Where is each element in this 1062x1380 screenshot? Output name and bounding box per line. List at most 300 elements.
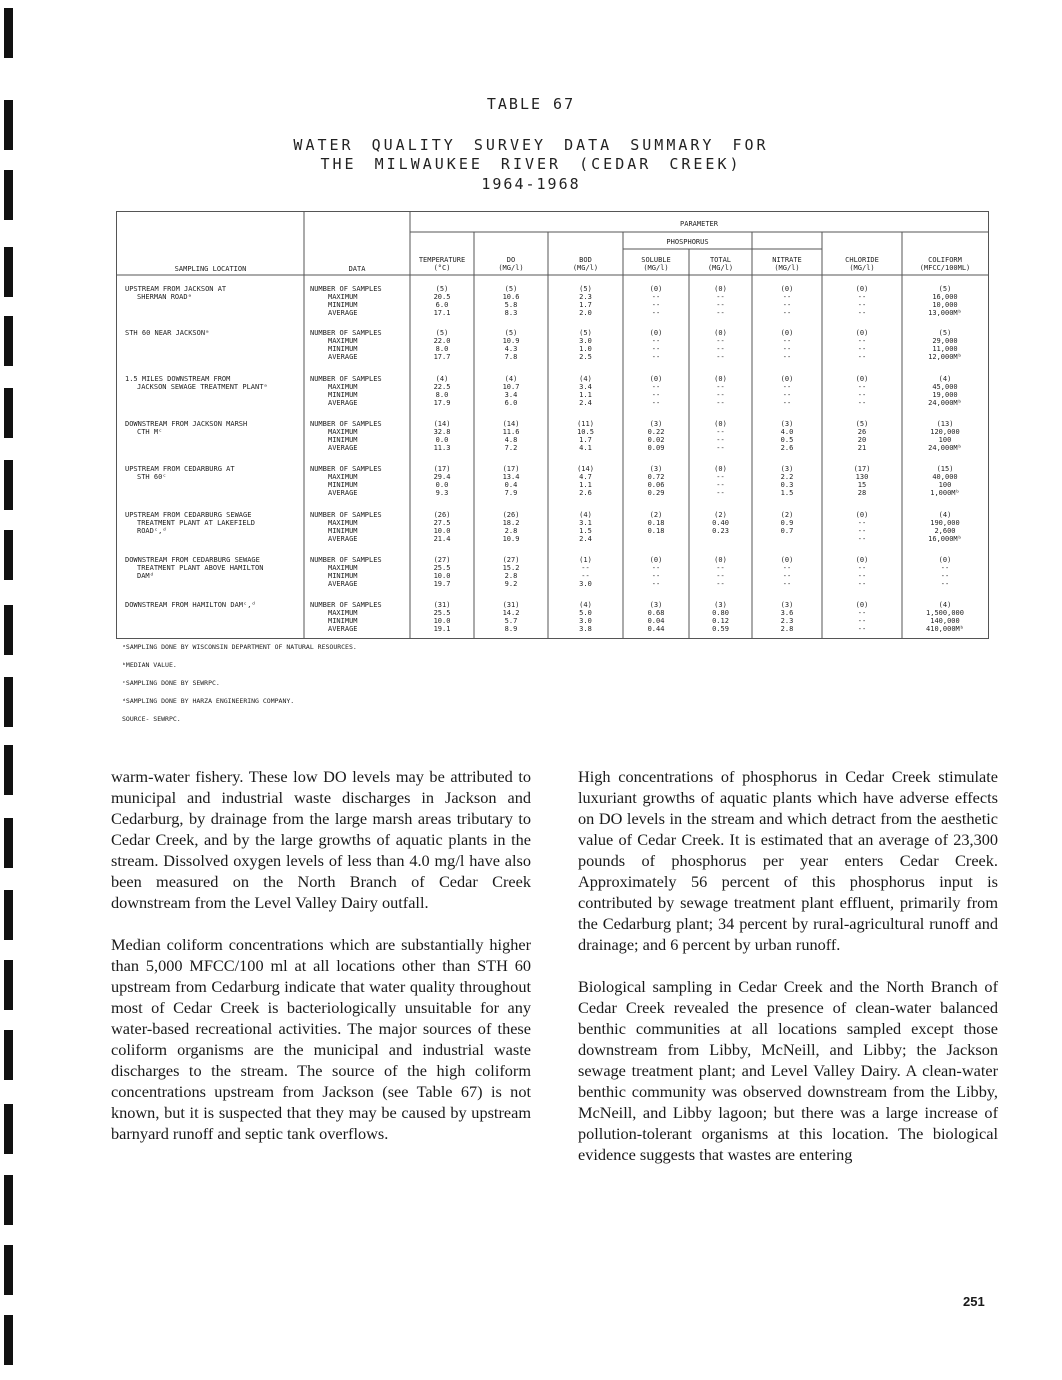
- table-cell-total: --: [716, 481, 725, 489]
- header-temperature-unit: (°C): [433, 264, 451, 272]
- header-coliform: COLIFORM: [928, 256, 962, 264]
- table-cell-chloride: --: [857, 301, 867, 309]
- table-cell-coliform: (5): [938, 329, 952, 337]
- table-cell-nitrate: 2.2: [780, 473, 794, 481]
- table-cell-coliform: 16,000Mᵇ: [928, 535, 962, 543]
- table-cell-bod: (5): [579, 329, 592, 337]
- table-cell-soluble: 0.18: [647, 527, 665, 535]
- table-cell-chloride: --: [857, 572, 867, 580]
- table-cell-nitrate: --: [782, 353, 792, 361]
- table-cell-chloride: --: [857, 625, 867, 633]
- header-phosphorus: PHOSPHORUS: [666, 238, 709, 246]
- table-cell-soluble: --: [651, 293, 661, 301]
- table-cell-temperature: 25.5: [433, 564, 451, 572]
- table-cell-soluble: 0.06: [647, 481, 665, 489]
- table-cell-temperature: (5): [435, 329, 449, 337]
- table-cell-do: 10.7: [502, 383, 520, 391]
- table-cell-soluble: (3): [649, 601, 663, 609]
- table-cell-temperature: 22.0: [433, 337, 451, 345]
- table-cell-nitrate: (0): [780, 329, 794, 337]
- table-cell-coliform: 19,000: [932, 391, 958, 399]
- header-coliform-unit: (MFCC/100ML): [919, 264, 971, 272]
- table-cell-coliform: (4): [938, 601, 952, 609]
- table-cell-soluble: --: [651, 309, 661, 317]
- data-label: MINIMUM: [328, 345, 358, 353]
- table-cell-bod: (14): [577, 465, 594, 473]
- table-cell-temperature: (14): [433, 420, 451, 428]
- table-cell-do: 15.2: [502, 564, 520, 572]
- table-cell-soluble: --: [651, 383, 661, 391]
- table-cell-nitrate: --: [782, 572, 792, 580]
- table-cell-total: 0.23: [712, 527, 729, 535]
- table-cell-bod: 3.4: [579, 383, 592, 391]
- table-cell-do: 7.2: [504, 444, 518, 452]
- table-cell-temperature: 32.8: [433, 428, 451, 436]
- table-cell-total: 0.80: [712, 609, 729, 617]
- table-cell-chloride: --: [857, 353, 867, 361]
- data-label: MAXIMUM: [328, 293, 358, 301]
- table-cell-nitrate: 2.8: [780, 625, 794, 633]
- sampling-location: DOWNSTREAM FROM CEDARBURG SEWAGE: [125, 556, 260, 564]
- header-data: DATA: [348, 265, 366, 273]
- data-label: MAXIMUM: [328, 337, 358, 345]
- table-cell-temperature: 10.0: [433, 617, 451, 625]
- table-cell-chloride: --: [857, 535, 867, 543]
- table-cell-do: 10.6: [502, 293, 520, 301]
- table-cell-do: (31): [502, 601, 520, 609]
- table-cell-soluble: 0.29: [647, 489, 665, 497]
- table-cell-do: 8.9: [504, 625, 518, 633]
- table-cell-soluble: 0.44: [647, 625, 665, 633]
- data-label: MAXIMUM: [328, 519, 358, 527]
- table-cell-do: (5): [504, 285, 518, 293]
- table-cell-soluble: (0): [649, 375, 663, 383]
- table-cell-nitrate: 0.5: [780, 436, 794, 444]
- table-cell-bod: 2.0: [579, 309, 592, 317]
- table-cell-bod: 1.7: [579, 436, 592, 444]
- body-column-right: [578, 766, 998, 1186]
- data-label: AVERAGE: [328, 353, 358, 361]
- table-cell-coliform: --: [940, 564, 950, 572]
- table-cell-chloride: --: [857, 564, 867, 572]
- binding-mark: [4, 1175, 13, 1225]
- table-cell-chloride: --: [857, 617, 867, 625]
- binding-mark: [4, 890, 13, 940]
- table-cell-temperature: 29.4: [433, 473, 451, 481]
- table-cell-bod: 10.5: [577, 428, 594, 436]
- table-cell-nitrate: 2.6: [780, 444, 794, 452]
- sampling-location: SHERMAN ROADᵃ: [137, 293, 192, 301]
- binding-mark: [4, 1245, 13, 1295]
- table-cell-do: (27): [502, 556, 520, 564]
- table-cell-chloride: 15: [857, 481, 867, 489]
- table-cell-do: 3.4: [504, 391, 518, 399]
- table-cell-temperature: 25.5: [433, 609, 451, 617]
- table-cell-soluble: --: [651, 337, 661, 345]
- table-cell-total: --: [716, 353, 725, 361]
- table-cell-total: --: [716, 309, 725, 317]
- table-cell-coliform: 100: [938, 436, 952, 444]
- table-cell-bod: 3.0: [579, 580, 592, 588]
- table-cell-do: 5.8: [504, 301, 518, 309]
- table-cell-total: --: [716, 428, 725, 436]
- table-cell-coliform: (4): [938, 375, 952, 383]
- table-cell-chloride: --: [857, 580, 867, 588]
- table-footnotes: [122, 643, 357, 733]
- binding-mark: [4, 316, 13, 366]
- data-label: NUMBER OF SAMPLES: [310, 375, 382, 383]
- table-cell-temperature: 19.7: [433, 580, 451, 588]
- table-cell-bod: 2.6: [579, 489, 592, 497]
- data-label: NUMBER OF SAMPLES: [310, 601, 382, 609]
- data-label: MAXIMUM: [328, 609, 358, 617]
- table-cell-soluble: 0.04: [647, 617, 665, 625]
- table-cell-do: 10.9: [502, 337, 520, 345]
- header-soluble: SOLUBLE: [641, 256, 671, 264]
- table-cell-nitrate: --: [782, 391, 792, 399]
- table-cell-chloride: --: [857, 309, 867, 317]
- binding-mark: [4, 605, 13, 655]
- table-cell-chloride: --: [857, 399, 867, 407]
- table-cell-nitrate: --: [782, 345, 792, 353]
- data-label: MINIMUM: [328, 301, 358, 309]
- table-cell-do: (17): [502, 465, 520, 473]
- sampling-location: ROADᶜ,ᵈ: [137, 527, 167, 535]
- table-years: 1964-1968: [481, 175, 581, 193]
- header-do: DO: [506, 256, 516, 264]
- table-cell-bod: 1.1: [579, 481, 592, 489]
- table-cell-coliform: 140,000: [930, 617, 960, 625]
- footnote: ᵃSAMPLING DONE BY WISCONSIN DEPARTMENT OF NATURAL RESOURCES.: [122, 643, 357, 651]
- table-cell-temperature: 21.4: [433, 535, 451, 543]
- table-cell-bod: (1): [579, 556, 592, 564]
- table-number: TABLE 67: [486, 95, 576, 113]
- table-cell-chloride: (0): [855, 285, 869, 293]
- table-cell-nitrate: --: [782, 337, 792, 345]
- table-cell-temperature: (17): [433, 465, 451, 473]
- table-cell-temperature: 17.1: [433, 309, 451, 317]
- table-cell-chloride: 26: [857, 428, 867, 436]
- header-nitrate: NITRATE: [772, 256, 802, 264]
- table-cell-nitrate: --: [782, 580, 792, 588]
- table-cell-temperature: (27): [433, 556, 451, 564]
- table-cell-nitrate: --: [782, 293, 792, 301]
- table-cell-total: --: [716, 489, 725, 497]
- table-cell-nitrate: --: [782, 564, 792, 572]
- footnote: ᶜSAMPLING DONE BY SEWRPC.: [122, 679, 220, 687]
- binding-mark: [4, 960, 13, 1010]
- table-cell-soluble: --: [651, 572, 661, 580]
- table-cell-do: 8.3: [504, 309, 518, 317]
- table-cell-nitrate: (3): [780, 420, 794, 428]
- table-cell-total: 0.59: [712, 625, 729, 633]
- header-soluble-unit: (MG/l): [643, 264, 669, 272]
- table-cell-chloride: --: [857, 519, 867, 527]
- table-cell-temperature: 6.0: [435, 301, 449, 309]
- table-cell-coliform: 120,000: [930, 428, 960, 436]
- table-cell-temperature: (26): [433, 511, 451, 519]
- sampling-location: TREATMENT PLANT ABOVE HAMILTON: [137, 564, 264, 572]
- binding-mark: [4, 1104, 13, 1154]
- sampling-location: 1.5 MILES DOWNSTREAM FROM: [125, 375, 231, 383]
- sampling-location: UPSTREAM FROM JACKSON AT: [125, 285, 227, 293]
- body-paragraph: Median coliform concentrations which are substantially higher than 5,000 MFCC/100 ml at all locations other than STH 60 upstream from Cedarburg indicate that water quality throughout most of Cedar Creek is bacteriologically unsuitable for any water-based recreational activities. The major sources of these coliform organisms are the municipal and industrial waste discharges to the stream. The source of the high coliform concentrations upstream from Jackson (see Table 67) is not known, but it is suspected that they may be caused by upstream barnyard runoff and septic tank overflows.: [111, 935, 531, 1143]
- table-cell-nitrate: --: [782, 309, 792, 317]
- binding-mark: [4, 460, 13, 510]
- table-title-line-1: WATER QUALITY SURVEY DATA SUMMARY FOR: [293, 136, 769, 154]
- footnote: ᵇMEDIAN VALUE.: [122, 661, 177, 669]
- header-chloride: CHLORIDE: [845, 256, 879, 264]
- table-cell-nitrate: (3): [780, 465, 794, 473]
- table-cell-coliform: 190,000: [930, 519, 960, 527]
- table-cell-total: --: [716, 436, 725, 444]
- footnote: SOURCE- SEWRPC.: [122, 715, 181, 723]
- table-cell-bod: (11): [577, 420, 594, 428]
- table-cell-nitrate: --: [782, 399, 792, 407]
- table-cell-nitrate: 0.9: [780, 519, 794, 527]
- sampling-location: TREATMENT PLANT AT LAKEFIELD: [137, 519, 256, 527]
- table-cell-chloride: (0): [855, 375, 869, 383]
- table-cell-bod: 3.0: [579, 617, 592, 625]
- water-quality-table: [116, 211, 989, 639]
- table-cell-total: --: [716, 383, 725, 391]
- table-cell-total: (0): [714, 420, 727, 428]
- table-cell-coliform: 24,000Mᵇ: [928, 444, 962, 452]
- table-cell-do: 2.8: [504, 527, 518, 535]
- data-label: AVERAGE: [328, 580, 358, 588]
- table-cell-do: (26): [502, 511, 520, 519]
- table-cell-total: --: [716, 564, 725, 572]
- table-cell-coliform: 45,000: [932, 383, 958, 391]
- table-cell-do: (4): [504, 375, 518, 383]
- table-cell-total: --: [716, 301, 725, 309]
- table-cell-soluble: 0.02: [647, 436, 665, 444]
- table-cell-temperature: 20.5: [433, 293, 451, 301]
- binding-mark: [4, 388, 13, 438]
- table-cell-nitrate: 2.3: [780, 617, 794, 625]
- table-cell-coliform: (4): [938, 511, 952, 519]
- header-total-unit: (MG/l): [707, 264, 734, 272]
- data-label: MINIMUM: [328, 572, 358, 580]
- data-label: NUMBER OF SAMPLES: [310, 465, 382, 473]
- body-paragraph: High concentrations of phosphorus in Cedar Creek stimulate luxuriant growths of aquatic plants which have adverse effects on DO levels in the stream and which detract from the aesthetic value of Cedar Creek. It is estimated that an average of 23,300 pounds of phosphorus per year enters Cedar Creek. Approximately 56 percent of this phosphorus input is contributed by sewage treatment plant effluent, primarily from the Cedarburg plant; 34 percent by rural-agricultural runoff and drainage; and 6 percent by urban runoff.: [578, 767, 998, 954]
- table-cell-nitrate: (0): [780, 556, 794, 564]
- header-parameter: PARAMETER: [680, 220, 718, 228]
- table-cell-do: 4.8: [504, 436, 518, 444]
- table-cell-soluble: (3): [649, 465, 663, 473]
- table-cell-bod: 3.1: [579, 519, 592, 527]
- table-cell-do: 2.8: [504, 572, 518, 580]
- table-cell-nitrate: (2): [780, 511, 794, 519]
- table-cell-total: --: [716, 399, 725, 407]
- table-cell-nitrate: (0): [780, 285, 794, 293]
- data-label: MINIMUM: [328, 436, 358, 444]
- table-cell-total: (0): [714, 375, 727, 383]
- table-cell-bod: 1.1: [579, 391, 592, 399]
- table-cell-soluble: (0): [649, 329, 663, 337]
- table-cell-bod: 2.5: [579, 353, 592, 361]
- header-total: TOTAL: [709, 256, 732, 264]
- table-cell-bod: (4): [579, 511, 592, 519]
- table-cell-nitrate: --: [782, 301, 792, 309]
- table-cell-do: 6.0: [504, 399, 518, 407]
- table-cell-total: --: [716, 293, 725, 301]
- data-label: MINIMUM: [328, 391, 358, 399]
- table-cell-soluble: (0): [649, 556, 663, 564]
- sampling-location: DAMᵈ: [137, 572, 154, 580]
- table-cell-nitrate: 1.5: [780, 489, 794, 497]
- table-cell-total: 0.12: [712, 617, 729, 625]
- table-cell-coliform: 29,000: [932, 337, 958, 345]
- table-cell-coliform: 40,000: [932, 473, 958, 481]
- table-cell-soluble: 0.68: [647, 609, 665, 617]
- table-cell-nitrate: (3): [780, 601, 794, 609]
- binding-mark: [4, 1315, 13, 1365]
- table-cell-bod: 4.7: [579, 473, 592, 481]
- table-cell-total: (2): [714, 511, 727, 519]
- table-cell-bod: 3.8: [579, 625, 592, 633]
- table-cell-bod: 2.3: [579, 293, 592, 301]
- data-label: MAXIMUM: [328, 564, 358, 572]
- binding-mark: [4, 530, 13, 580]
- table-cell-do: 7.9: [504, 489, 518, 497]
- table-cell-do: (14): [502, 420, 520, 428]
- table-cell-total: --: [716, 572, 725, 580]
- table-cell-temperature: 10.0: [433, 572, 451, 580]
- table-cell-chloride: (0): [855, 556, 869, 564]
- table-cell-nitrate: 4.0: [780, 428, 794, 436]
- table-cell-soluble: (2): [649, 511, 663, 519]
- table-cell-bod: 5.0: [579, 609, 592, 617]
- header-sampling-location: SAMPLING LOCATION: [174, 265, 247, 273]
- table-cell-temperature: 8.0: [435, 345, 449, 353]
- table-cell-soluble: 0.18: [647, 519, 665, 527]
- sampling-location: DOWNSTREAM FROM JACKSON MARSH: [125, 420, 248, 428]
- table-cell-total: --: [716, 391, 725, 399]
- table-cell-temperature: (4): [435, 375, 449, 383]
- table-cell-coliform: 100: [938, 481, 952, 489]
- table-cell-bod: --: [581, 572, 590, 580]
- table-cell-do: 7.8: [504, 353, 518, 361]
- binding-mark: [4, 677, 13, 727]
- table-cell-total: --: [716, 337, 725, 345]
- table-cell-temperature: 19.1: [433, 625, 451, 633]
- table-cell-coliform: 1,000Mᵇ: [930, 489, 960, 497]
- table-cell-bod: 1.0: [579, 345, 592, 353]
- table-cell-do: 14.2: [502, 609, 520, 617]
- binding-mark: [4, 745, 13, 795]
- table-cell-temperature: 10.0: [433, 527, 451, 535]
- table-cell-temperature: 17.7: [433, 353, 451, 361]
- table-cell-temperature: 17.9: [433, 399, 451, 407]
- table-cell-do: 10.9: [502, 535, 520, 543]
- binding-mark: [4, 8, 13, 58]
- data-label: AVERAGE: [328, 399, 358, 407]
- table-cell-bod: 2.4: [579, 399, 592, 407]
- table-cell-do: (5): [504, 329, 518, 337]
- table-cell-soluble: --: [651, 564, 661, 572]
- header-bod-unit: (MG/l): [572, 264, 599, 272]
- binding-mark: [4, 1030, 13, 1080]
- table-cell-do: 18.2: [502, 519, 520, 527]
- table-cell-do: 13.4: [502, 473, 520, 481]
- table-cell-total: (0): [714, 556, 727, 564]
- table-cell-soluble: --: [651, 399, 661, 407]
- table-cell-coliform: 12,000Mᵇ: [928, 353, 962, 361]
- table-cell-temperature: 0.0: [435, 481, 449, 489]
- table-cell-soluble: --: [651, 301, 661, 309]
- data-label: MAXIMUM: [328, 383, 358, 391]
- header-bod: BOD: [579, 256, 592, 264]
- table-cell-chloride: --: [857, 609, 867, 617]
- binding-mark: [4, 818, 13, 868]
- table-cell-chloride: --: [857, 293, 867, 301]
- table-cell-chloride: 130: [855, 473, 869, 481]
- table-cell-coliform: 2,600: [934, 527, 956, 535]
- footnote: ᵈSAMPLING DONE BY HARZA ENGINEERING COMPANY.: [122, 697, 295, 705]
- header-chloride-unit: (MG/l): [849, 264, 875, 272]
- data-label: MAXIMUM: [328, 473, 358, 481]
- table-cell-coliform: 11,000: [932, 345, 958, 353]
- sampling-location: CTH Mᶜ: [137, 428, 163, 436]
- table-cell-chloride: (0): [855, 511, 869, 519]
- table-cell-total: (0): [714, 329, 727, 337]
- table-cell-temperature: (31): [433, 601, 451, 609]
- data-label: NUMBER OF SAMPLES: [310, 420, 382, 428]
- table-cell-temperature: (5): [435, 285, 449, 293]
- table-cell-bod: (5): [579, 285, 592, 293]
- data-label: MAXIMUM: [328, 428, 358, 436]
- table-cell-bod: 1.5: [579, 527, 592, 535]
- table-cell-coliform: 24,000Mᵇ: [928, 399, 962, 407]
- table-cell-chloride: 28: [857, 489, 867, 497]
- table-cell-chloride: (0): [855, 601, 869, 609]
- table-cell-nitrate: 0.3: [780, 481, 794, 489]
- data-label: AVERAGE: [328, 625, 358, 633]
- table-cell-total: --: [716, 345, 725, 353]
- body-column-left: [111, 766, 531, 1165]
- table-cell-soluble: 0.09: [647, 444, 665, 452]
- data-label: MINIMUM: [328, 617, 358, 625]
- data-label: MINIMUM: [328, 481, 358, 489]
- table-cell-bod: --: [581, 564, 590, 572]
- table-cell-bod: (4): [579, 601, 592, 609]
- table-cell-nitrate: (0): [780, 375, 794, 383]
- table-cell-temperature: 9.3: [435, 489, 449, 497]
- table-cell-chloride: --: [857, 527, 867, 535]
- table-cell-nitrate: --: [782, 383, 792, 391]
- data-label: NUMBER OF SAMPLES: [310, 329, 382, 337]
- table-cell-total: 0.40: [712, 519, 729, 527]
- table-cell-bod: 3.0: [579, 337, 592, 345]
- table-cell-soluble: (3): [649, 420, 663, 428]
- table-cell-coliform: --: [940, 572, 950, 580]
- table-cell-coliform: 410,000Mᵇ: [926, 625, 964, 633]
- table-cell-coliform: 10,000: [932, 301, 958, 309]
- table-cell-coliform: (15): [936, 465, 954, 473]
- table-cell-temperature: 11.3: [433, 444, 451, 452]
- data-label: AVERAGE: [328, 309, 358, 317]
- table-cell-temperature: 27.5: [433, 519, 451, 527]
- table-cell-total: (0): [714, 285, 727, 293]
- table-cell-chloride: (17): [853, 465, 871, 473]
- table-cell-chloride: --: [857, 345, 867, 353]
- table-cell-total: (0): [714, 465, 727, 473]
- table-cell-chloride: 21: [857, 444, 867, 452]
- table-cell-bod: 4.1: [579, 444, 592, 452]
- table-cell-soluble: --: [651, 391, 661, 399]
- body-paragraph: Biological sampling in Cedar Creek and the North Branch of Cedar Creek revealed the presence of clean-water balanced benthic communities at all locations sampled except those downstream from Libby, McNeill, and Libby; the Jackson sewage treatment plant; and Level Valley Dairy. A clean-water benthic community was observed downstream from the Libby, McNeill, and Libby lagoon; but there was a large increase of pollution-tolerant organisms at this location. The biological evidence suggests that wastes are entering: [578, 977, 998, 1164]
